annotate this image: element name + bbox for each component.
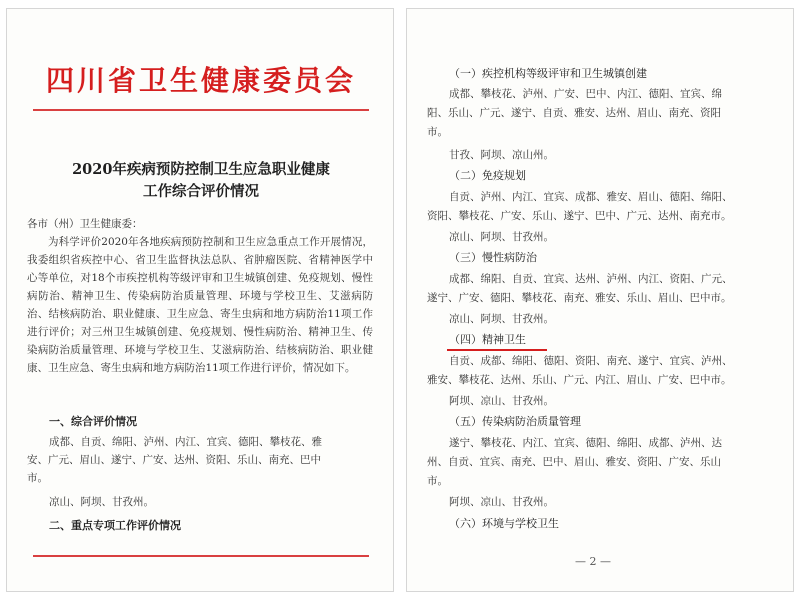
sub3-line: 遂宁、广安、德阳、攀枝花、南充、雅安、乐山、眉山、巴中市。 [427,292,732,304]
section1-line: 凉山、阿坝、甘孜州。 [49,496,154,508]
sub4-line: 自贡、成都、绵阳、德阳、资阳、南充、遂宁、宜宾、泸州、 [449,355,733,367]
sub2-line: 自贡、泸州、内江、宜宾、成都、雅安、眉山、德阳、绵阳、 [449,191,733,203]
sub5-line: 市。 [427,475,448,487]
letterhead-red-rule [33,109,369,111]
salutation: 各市（州）卫生健康委： [27,218,143,230]
sub5-heading: （五）传染病防治质量管理 [449,415,581,428]
sub2-line: 资阳、攀枝花、广安、乐山、遂宁、巴中、广元、达州、南充市。 [427,210,732,222]
sub1-line: 市。 [427,126,448,138]
page-number: — 2 — [575,555,611,568]
sub1-heading: （一）疾控机构等级评审和卫生城镇创建 [449,67,647,80]
footer-red-rule [33,555,369,557]
section1-heading: 一、综合评价情况 [49,415,137,428]
doc-title-line2: 工作综合评价情况 [143,183,259,200]
section1-line: 市。 [27,472,48,484]
left-page [6,8,394,592]
sub2-line: 凉山、阿坝、甘孜州。 [449,231,554,243]
sub6-heading: （六）环境与学校卫生 [449,517,559,530]
sub5-line: 州、自贡、宜宾、南充、巴中、眉山、雅安、资阳、广安、乐山 [427,456,721,468]
section2-heading: 二、重点专项工作评价情况 [49,519,181,532]
sub2-heading: （二）免疫规划 [449,169,526,182]
sub1-line: 成都、攀枝花、泸州、广安、巴中、内江、德阳、宜宾、绵 [449,88,722,100]
sub3-line: 凉山、阿坝、甘孜州。 [449,313,554,325]
sub1-line: 甘孜、阿坝、凉山州。 [449,149,554,161]
right-page [406,8,794,592]
red-underline-annotation [447,349,547,351]
sub4-heading: （四）精神卫生 [449,333,526,346]
sub4-line: 雅安、攀枝花、达州、乐山、广元、内江、眉山、广安、巴中市。 [427,374,732,386]
doc-title-line1: 2020年疾病预防控制卫生应急职业健康 [72,161,330,178]
sub3-line: 成都、绵阳、自贡、宜宾、达州、泸州、内江、资阳、广元、 [449,273,733,285]
section1-line: 成都、自贡、绵阳、泸州、内江、宜宾、德阳、攀枝花、雅 [49,436,322,448]
sub4-line: 阿坝、凉山、甘孜州。 [449,395,554,407]
sub5-line: 阿坝、凉山、甘孜州。 [449,496,554,508]
sub3-heading: （三）慢性病防治 [449,251,537,264]
section1-line: 安、广元、眉山、遂宁、广安、达州、资阳、乐山、南充、巴中 [27,454,321,466]
sub5-line: 遂宁、攀枝花、内江、宜宾、德阳、绵阳、成都、泸州、达 [449,437,722,449]
intro-paragraph: 为科学评价2020年各地疾病预防控制和卫生应急重点工作开展情况，我委组织省疾控中心、省卫生监督执法总队、省肿瘤医院、省精神医学中心等单位，对18个市疾控机构等级评审和卫生城镇创建、免疫规划、慢性病防治、精神卫生、传染病防治质量管理、环境与学校卫生、艾滋病防治、结核病防治、职业健康、卫生应急、寄生虫病和地方病防治11项工作进行评价；对三州卫生城镇创建、免疫规划、慢性病防治、精神卫生、传染病防治质量管理、环境与学校卫生、艾滋病防治、结核病防治、职业健康、卫生应急、寄生虫病和地方病防治11项工作进行评价，情况如下。 [27,236,373,374]
sub1-line: 阳、乐山、广元、遂宁、自贡、雅安、达州、眉山、南充、资阳 [427,107,721,119]
letterhead: 四川省卫生健康委员会 [45,64,356,97]
